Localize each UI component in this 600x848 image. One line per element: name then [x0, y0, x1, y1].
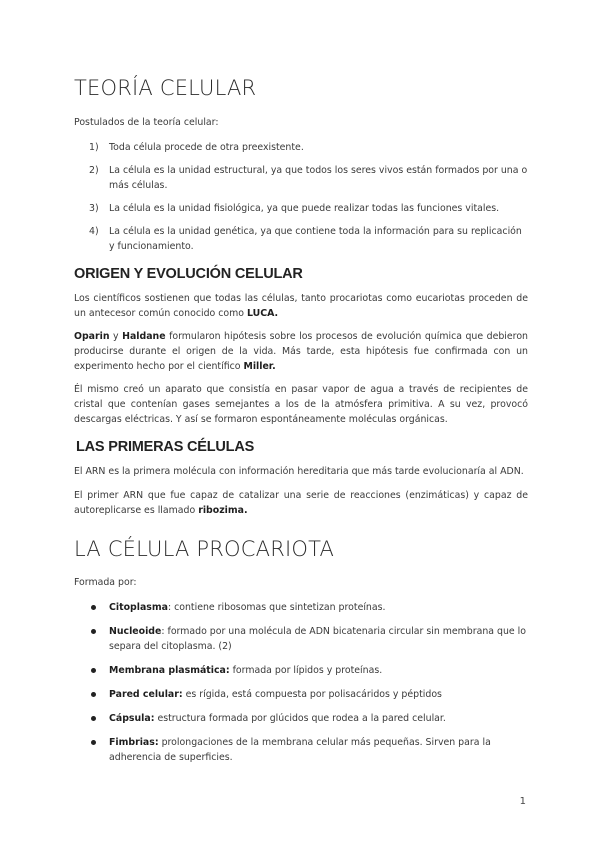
- bullet-icon: [91, 668, 96, 673]
- primeras-paragraph-1: El ARN es la primera molécula con información hereditaria que más tarde evolucionaría al ADN.: [74, 466, 524, 477]
- heading-celula-procariota: LA CÉLULA PROCARIOTA: [74, 537, 335, 561]
- list-item: [74, 600, 528, 615]
- list-number: 2): [89, 165, 99, 176]
- list-term: Nucleoide: [109, 626, 162, 637]
- heading-origen-evolucion: ORIGEN Y EVOLUCIÓN CELULAR: [74, 266, 303, 282]
- list-term: Citoplasma: [109, 602, 168, 613]
- heading-teoria-celular: TEORÍA CELULAR: [74, 76, 257, 100]
- list-number: 4): [89, 226, 99, 237]
- list-term: Fimbrias:: [109, 737, 159, 748]
- list-item-text: La célula es la unidad fisiológica, ya que puede realizar todas las funciones vitales.: [109, 203, 500, 214]
- list-item: [74, 201, 528, 216]
- list-item-text: La célula es la unidad estructural, ya que todos los seres vivos están formados por una o más células.: [109, 165, 528, 191]
- bullet-icon: [91, 692, 96, 697]
- list-item: [74, 624, 528, 654]
- list-item-text: formada por lípidos y proteínas.: [229, 665, 383, 676]
- list-term: Cápsula:: [109, 713, 155, 724]
- document-page: [74, 70, 528, 765]
- list-number: 3): [89, 203, 99, 214]
- list-item: [74, 735, 528, 765]
- origen-p1-text: Los científicos sostienen que todas las células, tanto procariotas como eucariotas proceden de un antecesor común conocido como: [74, 293, 528, 319]
- origen-p2-and: y: [109, 331, 123, 342]
- bullet-icon: [91, 740, 96, 745]
- list-item-text: La célula es la unidad genética, ya que contiene toda la información para su replicación y funcionamiento.: [109, 226, 522, 252]
- list-item: [74, 163, 528, 193]
- procariota-intro: Formada por:: [74, 577, 137, 588]
- list-item-text: prolongaciones de la membrana celular más pequeñas. Sirven para la adherencia de superficies.: [109, 737, 491, 763]
- luca-term: LUCA.: [247, 308, 279, 319]
- postulados-intro: Postulados de la teoría celular:: [74, 117, 219, 128]
- list-item-text: Toda célula procede de otra preexistente.: [109, 142, 304, 153]
- bullet-icon: [91, 605, 96, 610]
- procariota-list: [74, 600, 528, 765]
- origen-paragraph-3: Él mismo creó un aparato que consistía en pasar vapor de agua a través de recipientes de cristal que contenían gases semejantes a los de la atmósfera primitiva. A su vez, provocó descargas eléctricas. Y así se formaron espontáneamente moléculas orgánicas.: [74, 384, 528, 425]
- list-item-text: : formado por una molécula de ADN bicatenaria circular sin membrana que lo separa del citoplasma. (2): [109, 626, 527, 652]
- bullet-icon: [91, 629, 96, 634]
- origen-p2-text: formularon hipótesis sobre los procesos de evolución química que debieron producirse durante el origen de la vida. Más tarde, esta hipótesis fue confirmada con un experimento hecho por el científico: [74, 331, 528, 372]
- haldane-term: Haldane: [122, 331, 166, 342]
- list-item: [74, 663, 528, 678]
- miller-term: Miller.: [243, 361, 276, 372]
- list-item: [74, 687, 528, 702]
- origen-paragraph-2: [74, 329, 528, 374]
- bullet-icon: [91, 716, 96, 721]
- list-item-text: : contiene ribosomas que sintetizan proteínas.: [167, 602, 386, 613]
- postulados-list: [74, 140, 528, 254]
- oparin-term: Oparin: [74, 331, 110, 342]
- primeras-p2-text: El primer ARN que fue capaz de catalizar una serie de reacciones (enzimáticas) y capaz de autoreplicarse es llamado: [74, 490, 528, 516]
- heading-primeras-celulas: LAS PRIMERAS CÉLULAS: [76, 439, 255, 455]
- list-item: [74, 140, 528, 155]
- list-term: Membrana plasmática:: [109, 665, 230, 676]
- list-term: Pared celular:: [109, 689, 183, 700]
- list-item: [74, 711, 528, 726]
- list-item-text: es rígida, está compuesta por polisacáridos y péptidos: [182, 689, 442, 700]
- primeras-paragraph-2: [74, 488, 528, 518]
- list-number: 1): [89, 142, 99, 153]
- list-item-text: estructura formada por glúcidos que rodea a la pared celular.: [154, 713, 446, 724]
- origen-paragraph-1: [74, 291, 528, 321]
- page-number: 1: [519, 796, 526, 807]
- ribozima-term: ribozima.: [198, 505, 248, 516]
- list-item: [74, 224, 528, 254]
